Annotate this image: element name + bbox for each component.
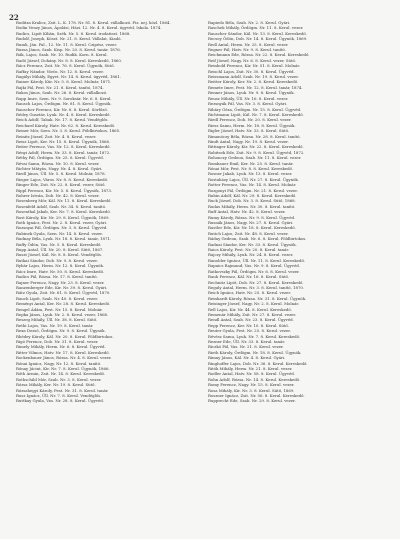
directory-entry: Rausch Lajos, Ördögm. Nr. 81. 8. Kerul. Ügynök. xyxy=(16,101,112,107)
directory-entry: Ruffy Ödön, Vas. Nr. 5. 8. Kerul. Kereskedő. xyxy=(16,241,102,247)
directory-entry: Radó József, Dohány. Nr. 8. 8. Kerul. Kereskedő, 1860. xyxy=(16,57,123,63)
directory-entry: Rosner Jakab, Lyuk. Nr. 13. 8. Kerul. vezer. xyxy=(208,171,293,177)
directory-entry: Rybár Lajos, Herm. Nr. 12. 8. Kerul. Ügynök. xyxy=(16,263,105,269)
directory-entry: Rubin Adolf, Kál. Nr. 29. 8. Kerul. Kereskedő. xyxy=(208,193,297,198)
directory-entry: Redl Antal, Herm. Nr. 25. 8. Kerul. vezer. xyxy=(208,41,289,47)
directory-entry: Rónai Ignácz, Nagy. Nr. 12. 8. Kerul. tanító. xyxy=(16,360,102,366)
directory-entry: Rudnay Béla, Lyuk. Nr. 18. 8. Kerul. tanár, 1871. xyxy=(16,236,112,242)
directory-entry: Rácz Imre, Hatv. Nr. 50. 8. Kerul. Kereskedő. xyxy=(16,268,105,274)
directory-entry: Reinbold Ferencz, Kir. Nr. 51. 8. Kerul. Molnár. xyxy=(208,63,300,69)
directory-entry: Romy Ferencz, Nagy. Nr. 15. 8. Kerul. vezer. xyxy=(208,382,295,388)
directory-entry: Ruzsa János, Szab. Kisp. Nr. 20. 8. Kerul. tanár. 1876. xyxy=(16,47,121,53)
directory-entry: Reményi Antal, Ker. Nr. 28. 8. Kerul. Kereskedő. xyxy=(16,301,111,307)
directory-entry: Rényi Adolf, Herm. Nr. 33. 8. Kerul. tanár, 1872. xyxy=(16,149,111,155)
directory-entry: Rajner Ferencz, Nagy. Nr. 23. 8. Kerul. vezer. xyxy=(16,279,105,285)
directory-entry: Reichard Károly, Hatv. Nr. 62. 8. Kerul. Kereskedő. xyxy=(16,122,116,128)
directory-entry: Rigler József, Hatv. Nr. 33. 8. Kerul. Sütő. xyxy=(208,128,290,134)
directory-entry: Rindt Antal, Nagy. Nr. 19. 8. Kerul. vezer. xyxy=(208,138,289,144)
directory-entry: Rainer Károly, Kür. Nr. 5. 8. Kerul. Molnár, 1871. xyxy=(16,79,112,85)
directory-entry: Ruck József, Dob. Nr. 3. 8. Kerul. Sütő, 1868. xyxy=(208,198,296,204)
directory-entry: Rudolf, Joseph, Köszt. Nr. 21. 8. Kerul. Vállalat, Kiadó. xyxy=(16,36,122,42)
directory-entry: Reusz Mihály, Üll. Nr. 16. 8. Kerul. vezer. xyxy=(208,95,289,101)
directory-entry: Rauch Lipót, Szab. Nr. 40. 8. Kerul. vezer. xyxy=(16,295,98,301)
directory-entry: Rodler Antal, Hatv. Nr. 58. 8. Kerul. Ügyvéd. xyxy=(208,371,295,377)
directory-entry: Reinitz József, Zsit. Nr. 4. 8. Kerul. vezer. xyxy=(16,133,97,139)
directory-entry: Remete Imre, Pest. Nr. 12. 8. Kerul. tanár, 1874. xyxy=(208,84,303,90)
directory-entry: Renner János, Lyuk. Nr. 9. 8. Kerul. Ügynök. xyxy=(208,90,295,96)
directory-entry: Reich Ignácz, Hatv. Nr. 25. 8. Kerul. vezer. xyxy=(208,290,291,296)
directory-entry: Riedl János, Üll. Nr. 5. 8. Kerul. Molnár, 1878. xyxy=(16,171,106,177)
directory-entry: Rhédey Károly, Kál. Nr. 20. 8. Kerul. Földbirtokos. xyxy=(16,333,114,339)
directory-entry: Rohrer István, Dob. Nr. 42. 8. Kerul. vezer. xyxy=(16,193,100,198)
directory-entry: Rónai Mór, Pest. Nr. 8. 8. Kerul. Kereskedő. xyxy=(208,165,294,171)
directory-entry: Rustler Ede, Kir. Nr. 18. 8. Kerul. Kereskedő. xyxy=(208,225,296,231)
directory-entry: Rozgonyi Pál, Ördögm. Nr. 21. 8. Kerul. vezer. xyxy=(208,187,298,193)
directory-entry: Recsey Ödön, Dob. Nr. 14. 8. Kerul. Ügynök, 1869. xyxy=(208,36,308,42)
directory-entry: Ranolder Ignácz, Üll. Nr. 11. 8. Kerul. Kereskedő. xyxy=(208,257,305,263)
directory-entry: Reichmann Ede, Rózsa. Nr. 22. 8. Kerul. Kereskedő. xyxy=(208,52,310,58)
directory-entry: Rexa Dezső, Ördögm. Nr. 9. 8. Kerul. Ügynök. xyxy=(16,328,106,334)
directory-entry: Rosenfeld Adolf, Szab. Nr. 34. 8. Kerul. tanító. xyxy=(16,203,107,209)
right-column xyxy=(208,20,386,529)
directory-entry: Rutich Lajos, Zsit. Nr. 48. 8. Kerul. vezer. xyxy=(208,230,289,236)
directory-entry: Rotter Ferencz, Vas. Nr. 14. 8. Kerul. Molnár. xyxy=(208,182,297,188)
directory-entry: Rell Lajos, Kir. Nr. 44. 8. Kerul. Kereskedő. xyxy=(208,306,292,312)
directory-entry: Rácz Ferencz, Zsit. Nr. 76. 8. Kerul. Ügynök, Sütő. xyxy=(16,63,115,69)
directory-entry: Rosa Mihály, Kir. Nr. 3. 8. Kerul. Sütő, 1869. xyxy=(208,387,295,393)
text-columns xyxy=(16,20,386,529)
directory-entry: Reszeg Mihály, Üll. Nr. 38. 8. Kerul. Sütő. xyxy=(16,317,98,323)
directory-entry: Rauscher Ferencz, Kir. Nr. 8. 8. Kerul. Sörfőző. xyxy=(16,106,108,112)
directory-entry: Reischl Lajos, Zsit. Nr. 30. 8. Kerul. Ügyvéd. xyxy=(208,68,295,74)
directory-entry: Riczkó Pál, Vas. Nr. 21. 8. Kerul. vezer. xyxy=(208,344,284,350)
directory-entry: Remenár Mihály, Zsit. Nr. 27. 8. Kerul. vezer. xyxy=(208,311,297,317)
directory-entry: Rechnitz Lipót, Dob. Nr. 27. 8. Kerul. Kereskedő. xyxy=(208,279,304,285)
directory-entry: Rieger Lajos, Város. Nr. 8. 8. Kerul. Kereskedő. xyxy=(16,176,109,182)
directory-entry: Rakos János, Szab. Nr. 26. 8. Kerul. vállalkozó. xyxy=(16,90,108,96)
directory-entry: Raics Károly, Pest. Nr. 20. 8. Kerul. tanár. xyxy=(208,247,289,253)
directory-entry: Raschek Mihály, Ördögm. Nr. 11. 8. Kerul. vezer. xyxy=(208,25,304,31)
directory-entry: Reif József, Nagy. Nr. 6. 8. Kerul. vezer, Sütő. xyxy=(208,57,297,63)
directory-entry: Rieth Károly, Ördögm. Nr. 18. 8. Kerul. Ügynök. xyxy=(208,349,302,355)
directory-entry: Radics Pál, Rózsa. Nr. 17. 8. Kerul. tanító. xyxy=(16,274,98,280)
directory-entry: Reiter Ferencz, Vas. Nr. 12. 8. Kerul. Kereskedő. xyxy=(16,144,111,150)
directory-entry: Reich Adolf, Tabak. Nr. 17. 8. Kerul. Vendéglős. xyxy=(16,117,109,123)
directory-entry: Rothschild Mór, Szab. Nr. 3. 8. Kerul. vezer. xyxy=(16,376,102,382)
directory-entry: Reisinger József, Nagy. Nr. 2. 8. Kerul. Molnár. xyxy=(208,301,300,307)
directory-entry: Rimanóczy Béla, Rózsa. Nr. 28. 8. Kerul. tanító. xyxy=(208,133,301,139)
directory-entry: Rimay János, Kál. Nr. 4. 8. Kerul. Gyári. xyxy=(208,355,286,361)
directory-entry: Reguly Antal, Herm. Nr. 3. 8. Kerul. tanító, 1870. xyxy=(208,284,305,290)
directory-entry: Rubinek Gyula, Szen. Nr. 14. 8. Kerul. vezer. xyxy=(16,230,103,236)
directory-entry: Rumli, Ján. Pal., 12. Nr. 11. 8. Kerul. Czipész, vezer. xyxy=(16,41,117,47)
directory-entry: Rusnák János, Nagy. Nr. 27. 8. Kerul. Gyári. xyxy=(208,220,294,226)
directory-entry: Ritók Mihály, Herm. Nr. 21. 8. Kerul. vezer. xyxy=(208,366,293,371)
page-number: 22 xyxy=(9,13,19,22)
directory-entry: Rostaházy Lajos, Üll. Nr. 27. 8. Kerul. Ügynök. xyxy=(208,176,299,182)
directory-entry: Rethi Lajos, Vas. Nr. 19. 8. Kerul. tanár. xyxy=(16,322,94,328)
directory-entry: Rozsnyai Pál, Ördögm. Nr. 3. 8. Kerul. Ügyvéd. xyxy=(16,225,108,231)
directory-entry: Rónay Jácint, Kir. Nr. 7. 8. Kerul. Ügynök, 1866. xyxy=(16,366,110,371)
directory-entry: Rippl Ferencz, Kir. Nr. 5. 8. Kerul. Ügynök, 1873. xyxy=(16,187,113,193)
directory-entry: Ritter Vilmos, Hatv. Nr. 17. 8. Kerul. Kereskedő. xyxy=(16,349,110,355)
directory-entry: Rittinger Károly, Kir. Nr. 22. 8. Kerul. Kereskedő. xyxy=(208,144,304,150)
directory-entry: Rodin Venzy János, Ápolási, Házi. 12. Nr. 4. 8. Kerul. ügyvéd, Iskola. 1874. xyxy=(16,25,162,31)
directory-entry: Riesz Samu, Herm. Nr. 18. 8. Kerul. Ügynök. xyxy=(208,122,296,128)
directory-entry: Ratkovszky Pál, Ördögm. Nr. 6. 8. Kerul. vezer. xyxy=(208,268,300,274)
directory-entry: Rajczy Mihály, Lyuk. Nr. 24. 8. Kerul. vezer. xyxy=(208,252,294,258)
directory-entry: Rudics, Lipót Kilián, Szék. Nr. 5. 8. Kerul. irodatiszt. 1868. xyxy=(16,30,131,36)
directory-entry: Rudas Mihály, Herm. Nr. 30. 8. Kerul. tanító. xyxy=(208,203,296,209)
directory-entry: Rózsahegyi Károly, Pest. Nr. 31. 8. Kerul. tanár. xyxy=(16,387,109,393)
directory-entry: Rendl Antal, Szab. Nr. 23. 8. Kerul. Ügyvéd. xyxy=(208,317,294,323)
directory-entry: Rapp Imre, Szen. Nr. 9. Soroksár. Nr. 6. 8. Kerul. xyxy=(16,95,112,101)
directory-entry: Roszner Ignácz, Zsit. Nr. 56. 8. Kerul. Kereskedő. xyxy=(208,393,305,399)
directory-entry: Rauscher Sándor, Kál. Nr. 13. 8. Kerul. Kereskedő. xyxy=(208,30,307,36)
directory-entry: Regner Pál, Hatv. Nr. 9. 8. Kerul. tanító. xyxy=(208,47,286,53)
directory-entry: Rajki Pál, Pest. Nr. 21. 8. Kerul. tanító, 1874. xyxy=(16,84,104,90)
directory-entry: Ribáry Géza, Ördögm. Nr. 15. 8. Kerul. Ügyvéd. xyxy=(208,106,302,112)
directory-entry: Repka János, Lyuk. Nr. 2. 8. Kerul. vezer, 1868. xyxy=(16,311,109,317)
directory-entry: Rátz Gyula, Zsit. Nr. 61. 8. Kerul. Ügyvéd, 1870. xyxy=(16,290,111,296)
directory-entry: Ruszt József, Kál. Nr. 8. 8. Kerul. Vendéglős. xyxy=(16,252,103,258)
directory-entry: Ragályi Mihály, Egyet. Nr. 14. 8. Kerul. ügyvéd, 1861. xyxy=(16,74,121,80)
directory-entry: Rauh Ferencz, Kál. Nr. 16. 8. Kerul. Sütő. xyxy=(208,274,290,280)
directory-entry: Reuter Gyula, Pest. Nr. 25. 8. Kerul. vezer. xyxy=(208,328,291,334)
left-column xyxy=(16,20,194,529)
directory-entry: Reissmann Adolf, Szab. Nr. 19. 8. Kerul. vezer. xyxy=(208,74,299,80)
directory-entry: Radnai Sándor, Ker. Nr. 33. 8. Kerul. Ügynök. xyxy=(208,241,297,247)
directory-entry: Réthy Pál, Ördögm. Nr. 25. 8. Kerul. Ügyvéd. xyxy=(16,155,104,161)
directory-entry: Reiner Mór, Szen. Nr. 3. 8. Kerul. Földbirtokos, 1865. xyxy=(16,128,121,134)
directory-entry: Rigó Ferencz, Dob. Nr. 31. 8. Kerul. vezer. xyxy=(16,338,99,344)
directory-entry: Rost Károly, Kir. Nr. 29. 8. Kerul. Ügynök, 1869. xyxy=(16,214,110,220)
directory-entry: Rohonczy Gedeon, Szab. Nr. 11. 8. Kerul. vezer. xyxy=(208,155,302,161)
directory-entry: Rédey Gusztáv, Lyuk. Nr. 4. 8. Kerul. Kereskedő. xyxy=(16,111,111,117)
directory-entry: Rutkai Sándor, Dob. Nr. 9. 8. Kerul. vezer. xyxy=(16,257,98,263)
directory-entry: Rezner Ede, Üll. Nr. 33. 8. Kerul. tanár. xyxy=(208,338,285,344)
directory-entry: Robitsek Ede, Zsit. Nr. 9. 8. Kerul. Ügyvéd, 1872. xyxy=(208,149,305,155)
directory-entry: Rapiedo Béla, Szab. Nr. 2. 8. Kerul. Gyári. xyxy=(208,20,291,25)
directory-entry: Révai Samu, Rózsa. Nr. 10. 8. Kerul. vezer. xyxy=(16,160,100,166)
directory-entry: Roditza Kralicz, Zsit. L. K. 178. Nr. 81. 8. Kerul. vállalkozó. Fiz. nej. közl. 1864. xyxy=(16,20,171,25)
directory-entry: Rák, Lajos, Szab. Nr. 10. Rudik. Korn. 8. Kerul. xyxy=(16,52,108,58)
directory-entry: Révész Samu, Lyuk. Nr. 7. 8. Kerul. Kereskedő. xyxy=(208,333,301,339)
directory-entry: Repp Ferencz, Ker. Nr. 10. 8. Kerul. Sütő. xyxy=(208,322,289,328)
directory-entry: Ringhoffer Lajos, Dob. Nr. 36. 8. Kerul. Kereskedő. xyxy=(208,360,308,366)
directory-entry: Ringer Ede, Zsit. Nr. 22. 8. Kerul. vezer, Sütő. xyxy=(16,182,106,188)
directory-entry: Reisz Lipót, Ker. Nr. 15. 8. Kerul. Ügynök, 1866. xyxy=(16,138,111,144)
directory-entry: Rapaics Rajmund, Vas. Nr. 9. 8. Kerul. Ügyvéd. xyxy=(208,263,300,269)
directory-entry: Rengel Ádám, Pest. Nr. 15. 8. Kerul. Molnár. xyxy=(16,306,103,312)
directory-entry: Ruttkay Gyula, Vas. Nr. 28. 8. Kerul. Ügyvéd. xyxy=(16,398,104,404)
directory-entry: Riedl Ferencz, Dob. Nr. 20. 8. Kerul. vezer. xyxy=(208,117,292,123)
directory-entry: Rombauer Emil, Ker. Nr. 25. 8. Kerul. tanár. xyxy=(208,160,294,166)
directory-entry: Richter Mátyás, Nagy. Nr. 4. 8. Kerul. Gyári. xyxy=(16,165,103,171)
directory-entry: Rimely Mihály, Herm. Nr. 6. 8. Kerul. Ügyvéd. xyxy=(16,344,106,350)
directory-entry: Rumy Károly, Rózsa. Nr. 9. 8. Kerul. Ügyvéd. xyxy=(208,214,296,220)
directory-entry: Ruff Antal, Hatv. Nr. 42. 8. Kerul. vezer. xyxy=(208,209,286,215)
directory-entry: Richtmann Lipót, Kál. Nr. 7. 8. Kerul. Kereskedő. xyxy=(208,111,304,117)
directory-entry: Ranzenberger Ede, Kir. Nr. 39. 8. Kerul. Gyári. xyxy=(16,284,108,290)
directory-entry: Reitter Károly, Ker. Nr. 2. 8. Kerul. Kereskedő. xyxy=(208,79,299,85)
directory-entry: Rózsa Mihály, Ker. Nr. 19. 8. Kerul. Sütő. xyxy=(16,382,96,388)
directory-entry: Reinhardt Károly, Rózsa. Nr. 31. 8. Kerul. Ügynök. xyxy=(208,295,307,301)
directory-entry: Ráday Gedeon, Szab. Nr. 6. 8. Kerul. Földbirtokos. xyxy=(208,236,307,242)
directory-entry: Rockenbauer János, Rózsa. Nr. 4. 8. Kerul. vezer. xyxy=(16,355,112,361)
directory-entry: Raffay Nándor, Vörös. Nr. 12. 8. Kerul. vezer. xyxy=(16,68,104,74)
directory-entry: Rosenberg Mór, Kál. Nr. 11. 8. Kerul. Kereskedő. xyxy=(16,198,112,204)
directory-entry: Róth Ármin, Zsit. Nr. 14. 8. Kerul. Kereskedő. xyxy=(16,371,106,377)
directory-entry: Roth Ignácz, Pest. Nr. 2. 8. Kerul. vezer, Gyári. xyxy=(16,220,108,226)
directory-entry: Rusz Ignácz, Üll. Nr. 7. 8. Kerul. Vendéglős. xyxy=(16,393,102,399)
directory-entry: Rupprecht Ede, Szab. Nr. 29. 8. Kerul. vezer. xyxy=(208,398,296,404)
directory-entry: Rupp Antal, Üll. Nr. 20. 8. Kerul. Sütő, 1867. xyxy=(16,247,104,253)
directory-entry: Rosenthal Jakab, Ker. Nr. 7. 8. Kerul. Kereskedő. xyxy=(16,209,111,215)
directory-entry: Rezsnyák Pál, Vas. Nr. 3. 8. Kerul. Gyári. xyxy=(208,101,288,107)
directory-entry: Rohn Adolf, Rózsa. Nr. 14. 8. Kerul. Kereskedő. xyxy=(208,376,301,382)
